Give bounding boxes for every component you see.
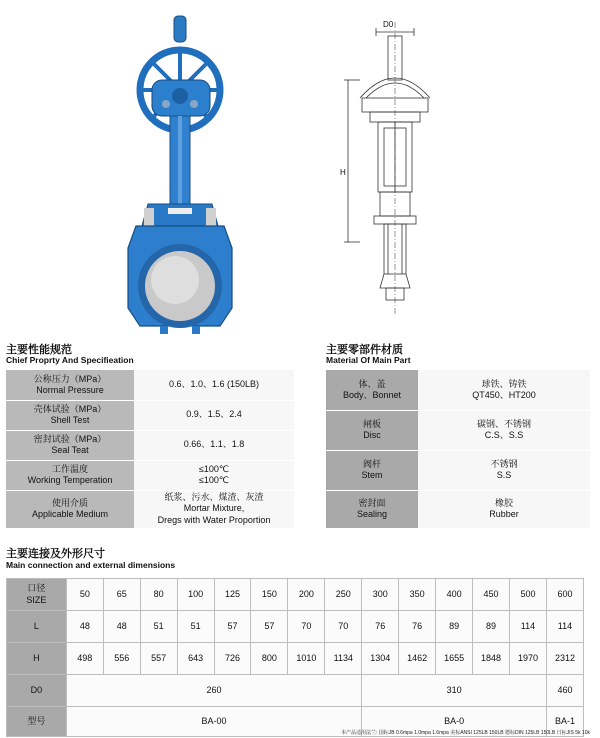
l-label: L bbox=[7, 611, 67, 643]
l-cell: 76 bbox=[362, 611, 399, 643]
spec-title-en: Chief Proprty And Specifieation bbox=[6, 355, 134, 365]
material-label-en: Disc bbox=[363, 430, 381, 440]
material-label-cn: 体、盖 bbox=[358, 378, 386, 389]
spec-label-en: Working Temperation bbox=[27, 475, 113, 485]
dimensions-title-cn: 主要连接及外形尺寸 bbox=[6, 547, 105, 560]
model-label: 型号 bbox=[7, 707, 67, 737]
l-cell: 114 bbox=[546, 611, 583, 643]
material-label-en: Body、Bonnet bbox=[342, 389, 402, 400]
spec-label-en: Seal Teat bbox=[51, 445, 89, 455]
l-cell: 76 bbox=[399, 611, 436, 643]
table-row bbox=[6, 490, 294, 528]
spec-value: Mortar Mixture, bbox=[183, 503, 245, 514]
d0-cell: 460 bbox=[546, 675, 583, 707]
material-title-en: Material Of Main Part bbox=[326, 355, 411, 365]
l-cell: 51 bbox=[140, 611, 177, 643]
size-cell: 65 bbox=[103, 579, 140, 611]
l-cell: 89 bbox=[436, 611, 473, 643]
material-title-cn: 主要零部件材质 bbox=[326, 343, 403, 356]
spec-value: Dregs with Water Proportion bbox=[157, 514, 271, 525]
l-cell: 57 bbox=[251, 611, 288, 643]
table-row bbox=[7, 675, 584, 707]
l-cell: 57 bbox=[214, 611, 251, 643]
h-cell: 726 bbox=[214, 643, 251, 675]
size-cell: 350 bbox=[399, 579, 436, 611]
material-value-en: S.S bbox=[496, 470, 512, 480]
table-row bbox=[326, 490, 590, 528]
model-cell: BA-0 bbox=[362, 707, 547, 737]
spec-label-cn: 公称压力（MPa） bbox=[33, 373, 107, 384]
dimensions-title-en: Main connection and external dimensions bbox=[6, 560, 176, 570]
table-row bbox=[6, 400, 294, 430]
size-cell: 400 bbox=[436, 579, 473, 611]
material-label-cn: 闸板 bbox=[362, 418, 381, 429]
table-row bbox=[6, 460, 294, 490]
valve-drawing bbox=[340, 18, 450, 318]
drawing-label-h: H bbox=[340, 168, 346, 177]
l-cell: 114 bbox=[510, 611, 547, 643]
spec-label-cn: 使用介质 bbox=[51, 497, 88, 508]
spec-title-cn: 主要性能规范 bbox=[6, 343, 72, 356]
h-cell: 556 bbox=[103, 643, 140, 675]
size-cell: 300 bbox=[362, 579, 399, 611]
d0-label: D0 bbox=[7, 675, 67, 707]
spec-label-en: Shell Test bbox=[50, 415, 90, 425]
size-cell: 200 bbox=[288, 579, 325, 611]
material-value-en: C.S、S.S bbox=[484, 430, 524, 440]
size-cell: 450 bbox=[473, 579, 510, 611]
flange-footnote: 本产品适用法兰: 国标JB 0.6mpa 1.0mpa 1.6mpa 美标ANSI 125LB 150LB 德标DIN 125LB 150LB 日标JIS 5k 10k bbox=[341, 730, 590, 736]
spec-value: 0.66、1.1、1.8 bbox=[134, 430, 294, 460]
h-cell: 1462 bbox=[399, 643, 436, 675]
spec-label-en: Normal Pressure bbox=[36, 384, 104, 395]
size-cell: 50 bbox=[66, 579, 103, 611]
l-cell: 48 bbox=[103, 611, 140, 643]
drawing-label-d0: D0 bbox=[383, 20, 394, 29]
material-value-cn: 橡胶 bbox=[494, 497, 513, 508]
material-value-cn: 碳钢、不锈钢 bbox=[476, 418, 531, 429]
h-cell: 2312 bbox=[546, 643, 583, 675]
material-table bbox=[326, 370, 590, 529]
spec-value: 0.6、1.0、1.6 (150LB) bbox=[134, 370, 294, 400]
table-row bbox=[6, 370, 294, 400]
material-value-cn: 不锈钢 bbox=[490, 458, 518, 469]
spec-label-cn: 壳体试验（MPa） bbox=[33, 403, 107, 414]
h-cell: 1970 bbox=[510, 643, 547, 675]
spec-value: 纸浆、污水、煤渣、灰渣 bbox=[164, 492, 264, 503]
material-label-cn: 密封面 bbox=[358, 497, 386, 508]
size-cell: 150 bbox=[251, 579, 288, 611]
d0-cell: 260 bbox=[66, 675, 361, 707]
model-cell: BA-1 bbox=[546, 707, 583, 737]
table-row bbox=[7, 643, 584, 675]
size-cell: 100 bbox=[177, 579, 214, 611]
material-value-en: QT450、HT200 bbox=[472, 389, 536, 400]
l-cell: 70 bbox=[288, 611, 325, 643]
h-cell: 1304 bbox=[362, 643, 399, 675]
material-value-en: Rubber bbox=[489, 509, 519, 519]
material-label-cn: 阀杆 bbox=[362, 458, 381, 469]
spec-label-cn: 密封试验（MPa） bbox=[33, 433, 107, 444]
h-cell: 1134 bbox=[325, 643, 362, 675]
spec-value: ≤100℃ bbox=[198, 463, 230, 474]
h-cell: 643 bbox=[177, 643, 214, 675]
spec-value: 0.9、1.5、2.4 bbox=[134, 400, 294, 430]
size-cell: 125 bbox=[214, 579, 251, 611]
spec-value: ≤100℃ bbox=[198, 475, 230, 485]
l-cell: 48 bbox=[66, 611, 103, 643]
table-row bbox=[326, 410, 590, 450]
material-label-en: Sealing bbox=[356, 509, 388, 519]
material-label-en: Stem bbox=[361, 470, 383, 480]
size-label-en: SIZE bbox=[26, 594, 47, 605]
spec-table bbox=[6, 370, 294, 529]
h-cell: 1655 bbox=[436, 643, 473, 675]
size-cell: 500 bbox=[510, 579, 547, 611]
spec-label-en: Applicable Medium bbox=[31, 509, 109, 519]
h-cell: 498 bbox=[66, 643, 103, 675]
size-cell: 250 bbox=[325, 579, 362, 611]
valve-photo bbox=[120, 8, 250, 338]
model-cell: BA-00 bbox=[66, 707, 361, 737]
h-cell: 1010 bbox=[288, 643, 325, 675]
table-row bbox=[7, 611, 584, 643]
dimensions-table bbox=[6, 578, 584, 737]
spec-label-cn: 工作温度 bbox=[51, 463, 88, 474]
size-cell: 600 bbox=[546, 579, 583, 611]
l-cell: 89 bbox=[473, 611, 510, 643]
h-label: H bbox=[7, 643, 67, 675]
table-row bbox=[326, 450, 590, 490]
table-row bbox=[326, 370, 590, 410]
table-row bbox=[6, 430, 294, 460]
size-label-cn: 口径 bbox=[27, 583, 46, 594]
h-cell: 557 bbox=[140, 643, 177, 675]
table-row bbox=[7, 579, 584, 611]
l-cell: 70 bbox=[325, 611, 362, 643]
d0-cell: 310 bbox=[362, 675, 547, 707]
h-cell: 1848 bbox=[473, 643, 510, 675]
material-value-cn: 球铁、铸铁 bbox=[481, 378, 527, 389]
h-cell: 800 bbox=[251, 643, 288, 675]
size-cell: 80 bbox=[140, 579, 177, 611]
l-cell: 51 bbox=[177, 611, 214, 643]
